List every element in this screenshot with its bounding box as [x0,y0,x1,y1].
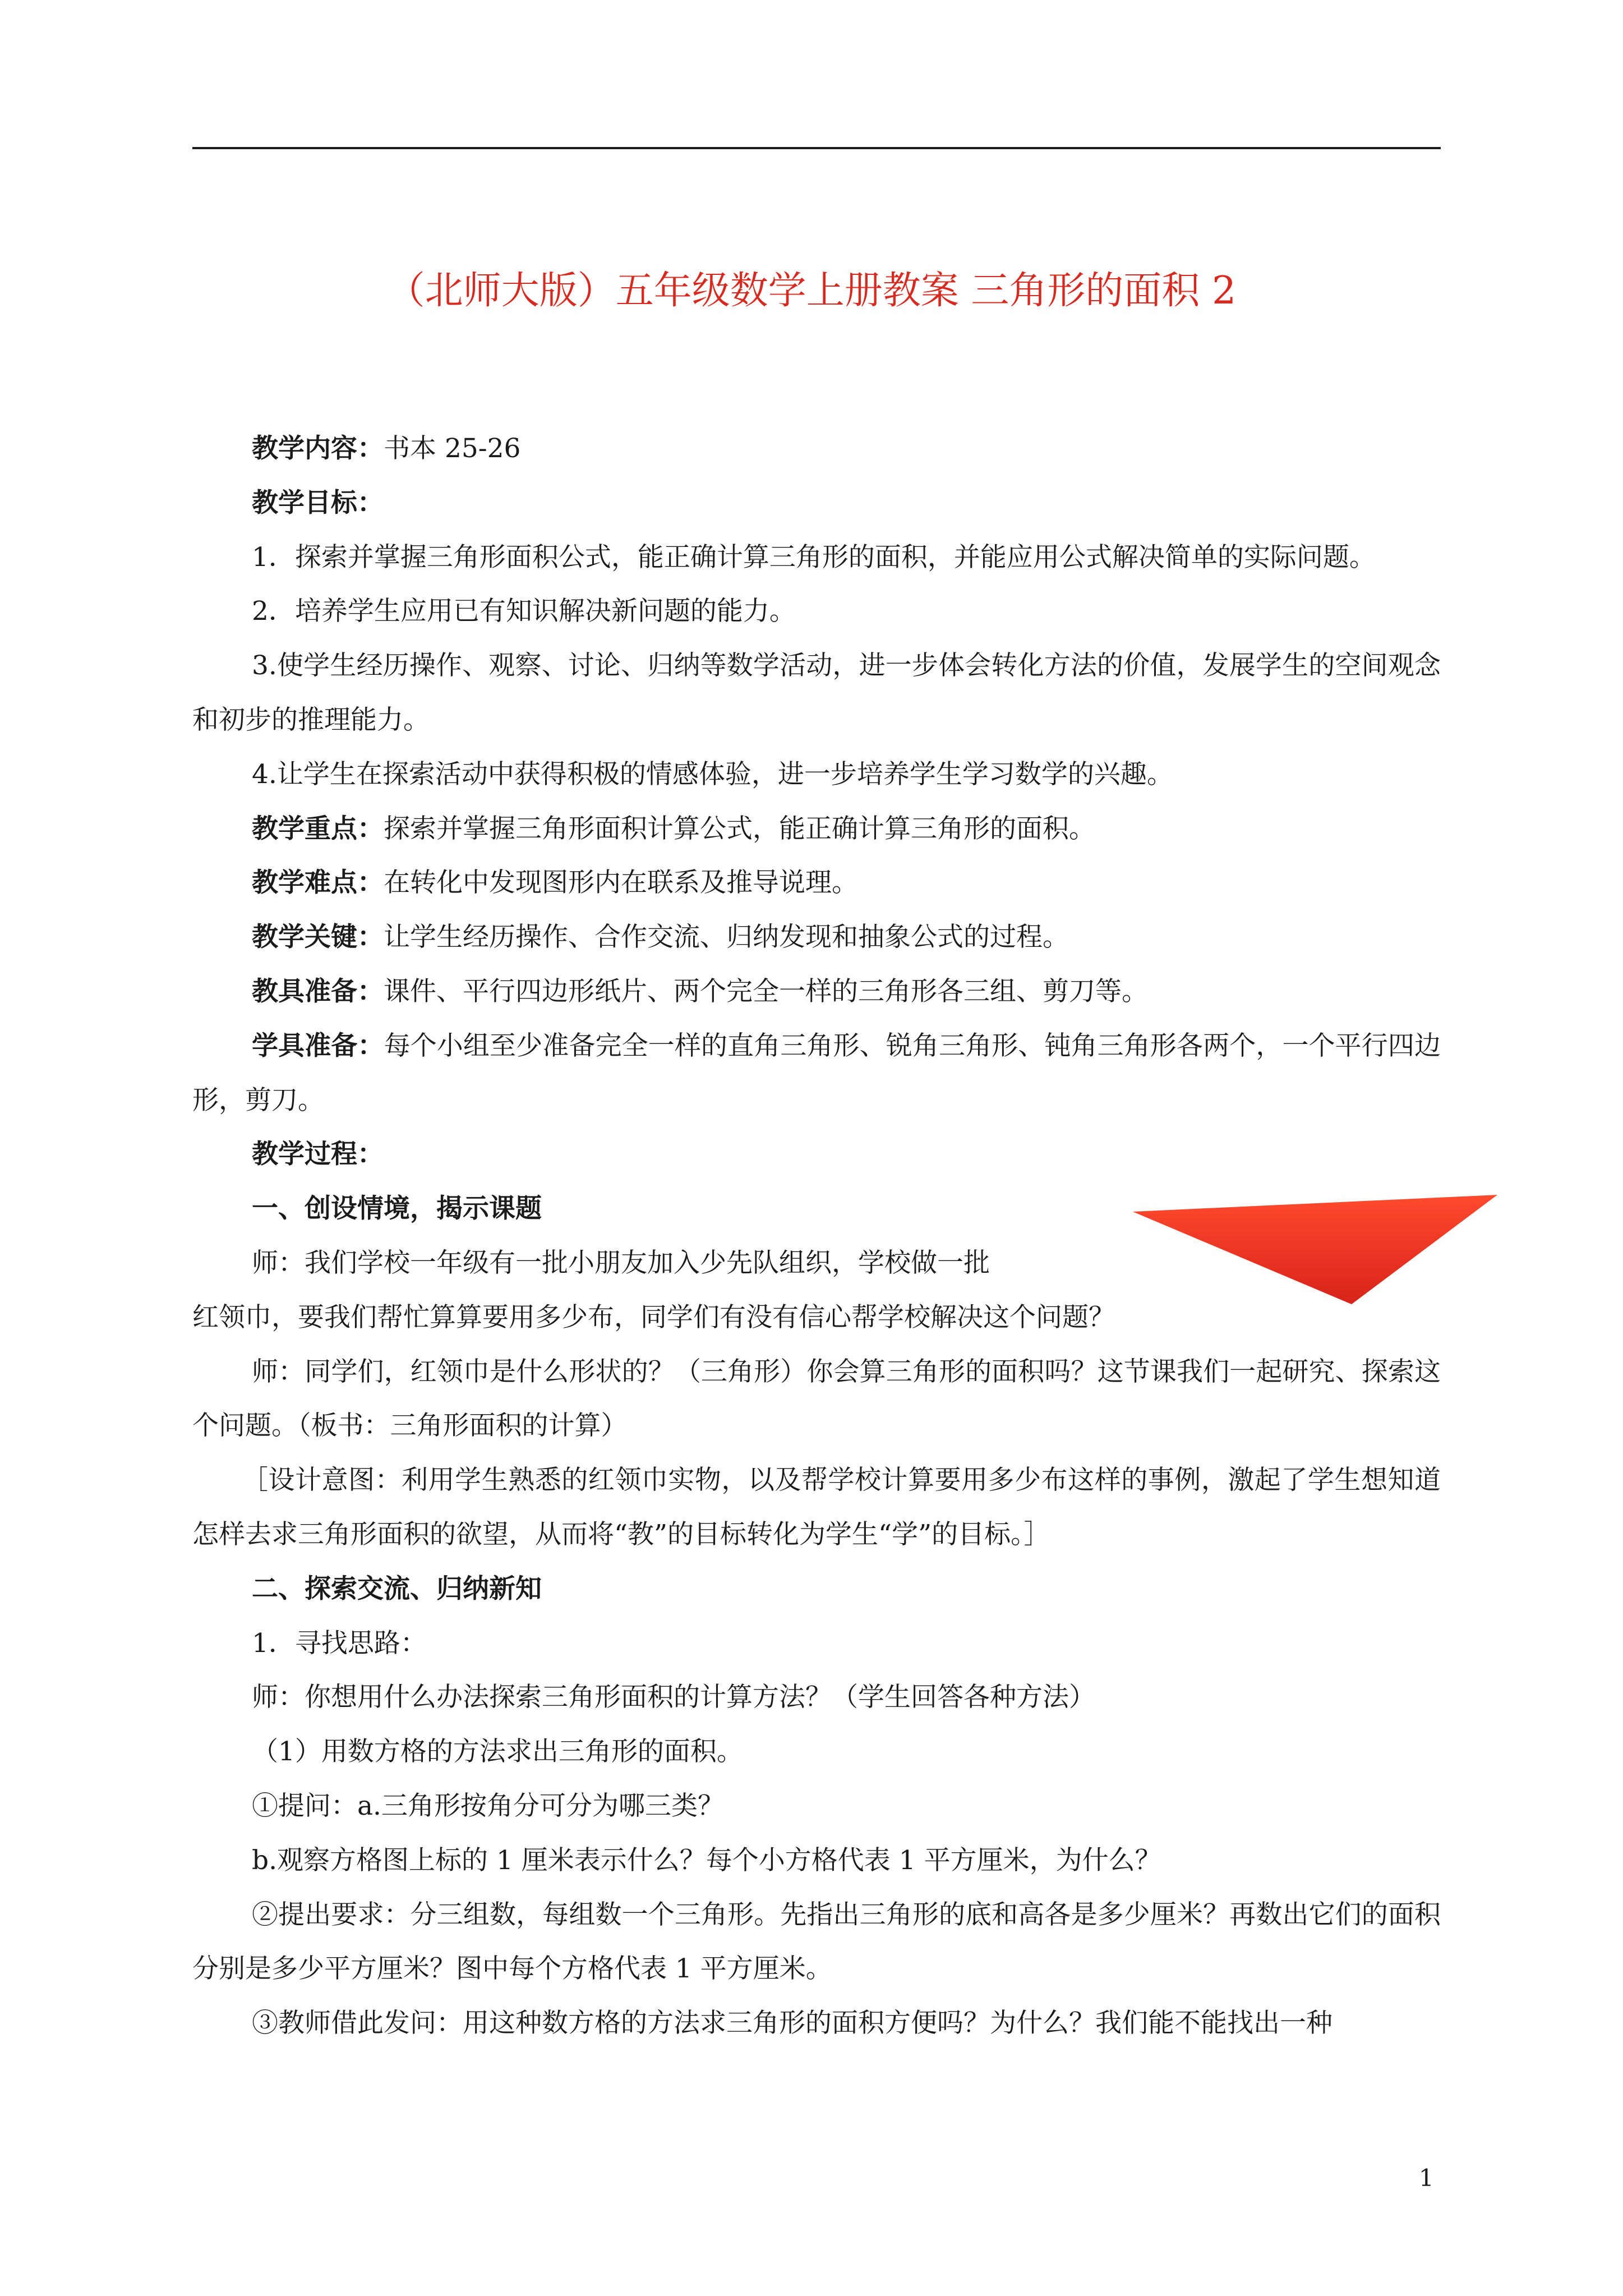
section-2-method-1: （1）用数方格的方法求出三角形的面积。 [252,1736,743,1768]
section-1-design-intent: ［设计意图：利用学生熟悉的红领巾实物，以及帮学校计算要用多少布这样的事例，激起了学生想知道怎样去求三角形面积的欲望，从而将“教”的目标转化为学生“学”的目标。］ [192,1465,1441,1550]
section-2-teacher-question: ③教师借此发问：用这种数方格的方法求三角形的面积方便吗？为什么？我们能不能找出一种 [252,2008,1332,2039]
key-point-label: 教学重点： [252,813,384,844]
goals-heading [192,476,1441,531]
header-rule [192,147,1441,149]
section-1-heading: 一、创设情境，揭示课题 [252,1193,542,1225]
section-1-line-1: 师：我们学校一年级有一批小朋友加入少先队组织，学校做一批 [252,1247,990,1278]
section-2-step-1: 1．寻找思路： [252,1627,427,1659]
page-number: 1 [1419,2164,1434,2192]
crux-line [192,910,1441,965]
difficulty-label: 教学难点： [252,867,384,899]
content-line [192,422,1441,476]
teacher-tools-line [192,965,1441,1019]
teacher-tools-label: 教具准备： [252,976,384,1007]
student-tools-label: 学具准备： [252,1030,384,1061]
section-1-line-2: 红领巾，要我们帮忙算算要用多少布，同学们有没有信心帮学校解决这个问题？ [192,1301,1115,1333]
section-2-question: 师：你想用什么办法探索三角形面积的计算方法？（学生回答各种方法） [252,1682,1095,1713]
red-scarf-shape [1133,1195,1497,1304]
section-2-ask-b: b.观察方格图上标的 1 厘米表示什么？每个小方格代表 1 平方厘米，为什么？ [252,1844,1161,1876]
student-tools-value: 每个小组至少准备完全一样的直角三角形、锐角三角形、钝角三角形各两个，一个平行四边形，剪刀。 [192,1030,1441,1116]
section-2-ask-a: ①提问：a.三角形按角分可分为哪三类？ [252,1790,724,1821]
crux-value: 让学生经历操作、合作交流、归纳发现和抽象公式的过程。 [384,922,1069,953]
difficulty-value: 在转化中发现图形内在联系及推导说理。 [384,867,858,899]
red-scarf-triangle [1127,1195,1503,1307]
section-2-requirement: ②提出要求：分三组数，每组数一个三角形。先指出三角形的底和高各是多少厘米？再数出它们的面积分别是多少平方厘米？图中每个方格代表 1 平方厘米。 [192,1899,1441,1985]
difficulty-line [192,856,1441,910]
section-2-heading: 二、探索交流、归纳新知 [252,1573,542,1604]
teacher-tools-value: 课件、平行四边形纸片、两个完全一样的三角形各三组、剪刀等。 [384,976,1148,1007]
goals-label: 教学目标： [252,487,384,518]
process-heading [192,1128,1441,1182]
section-1-paragraph-2: 师：同学们，红领巾是什么形状的？（三角形）你会算三角形的面积吗？这节课我们一起研究、探索这个问题。（板书：三角形面积的计算） [192,1356,1441,1442]
document-title: （北师大版）五年级数学上册教案 三角形的面积 2 [386,269,1237,313]
content-value: 书本 25-26 [384,433,521,464]
goal-4: 4.让学生在探索活动中获得积极的情感体验，进一步培养学生学习数学的兴趣。 [252,758,1173,790]
goal-2: 2．培养学生应用已有知识解决新问题的能力。 [252,596,796,627]
student-tools-line [192,1019,1441,1128]
key-point-value: 探索并掌握三角形面积计算公式，能正确计算三角形的面积。 [384,813,1095,844]
goal-3: 3.使学生经历操作、观察、讨论、归纳等数学活动，进一步体会转化方法的价值，发展学生的空间观念和初步的推理能力。 [192,650,1441,735]
key-point-line [192,802,1441,857]
crux-label: 教学关键： [252,922,384,953]
content-label: 教学内容： [252,433,384,464]
process-label: 教学过程： [252,1139,384,1170]
goal-1: 1．探索并掌握三角形面积公式，能正确计算三角形的面积，并能应用公式解决简单的实际问题。 [252,541,1376,573]
